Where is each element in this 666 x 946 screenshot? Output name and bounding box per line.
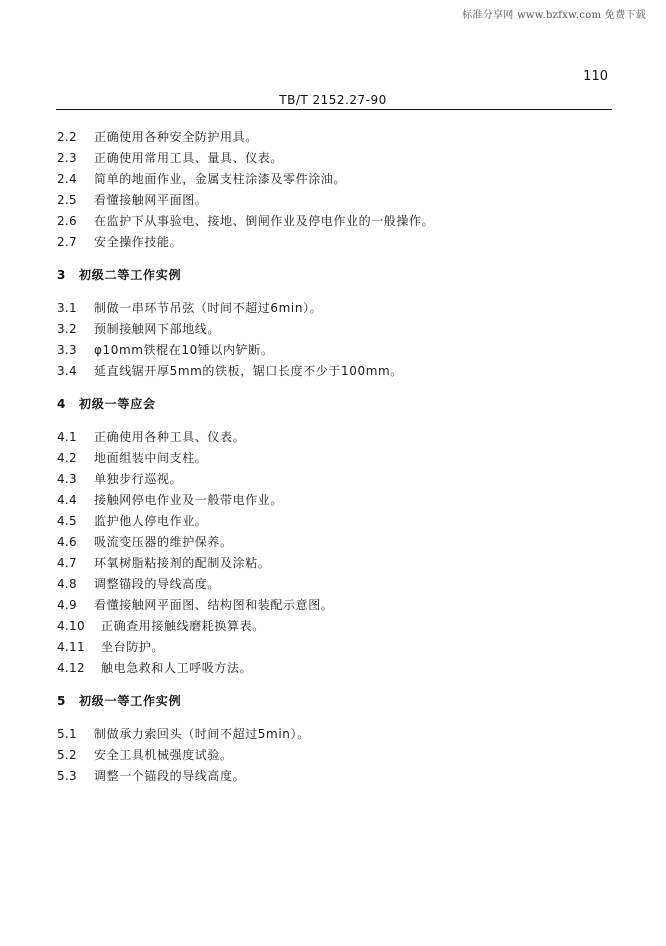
- list-item: 5.2 安全工具机械强度试验。: [57, 748, 233, 762]
- list-item: 3.4 延直线锯开厚5mm的铁板，锯口长度不少于100mm。: [57, 364, 403, 378]
- list-item: 2.5 看懂接触网平面图。: [57, 193, 208, 207]
- list-item: 2.3 正确使用常用工具、量具、仪表。: [57, 151, 284, 165]
- list-item: 4.8 调整锚段的导线高度。: [57, 577, 221, 591]
- page-number: 110: [583, 69, 608, 84]
- list-item: 3.2 预制接触网下部地线。: [57, 322, 221, 336]
- list-item: 2.2 正确使用各种安全防护用具。: [57, 130, 258, 144]
- list-item: 4.10 正确查用接触线磨耗换算表。: [57, 619, 265, 633]
- list-item: 4.11 坐台防护。: [57, 640, 165, 654]
- list-item: 3.1 制做一串环节吊弦（时间不超过6min）。: [57, 301, 323, 315]
- document-body: [57, 127, 617, 787]
- list-item: 4.7 环氧树脂粘接剂的配制及涂粘。: [57, 556, 271, 570]
- list-item: 5.1 制做承力索回头（时间不超过5min）。: [57, 727, 310, 741]
- list-item: 3.3 φ10mm铁棍在10锤以内铲断。: [57, 343, 274, 357]
- list-item: 4.5 监护他人停电作业。: [57, 514, 208, 528]
- header-divider: [56, 109, 612, 110]
- list-item: 4.2 地面组装中间支柱。: [57, 451, 208, 465]
- list-item: 4.4 接触网停电作业及一般带电作业。: [57, 493, 284, 507]
- section-heading-3: 3 初级二等工作实例: [57, 268, 182, 282]
- list-item: 4.3 单独步行巡视。: [57, 472, 183, 486]
- list-group-4: [57, 427, 617, 679]
- section-heading-4: 4 初级一等应会: [57, 397, 156, 411]
- list-group-2: [57, 127, 617, 253]
- watermark-text: 标准分享网 www.bzfxw.com 免费下载: [462, 10, 646, 21]
- list-item: 4.1 正确使用各种工具、仪表。: [57, 430, 246, 444]
- list-item: 4.12 触电急救和人工呼吸方法。: [57, 661, 253, 675]
- standard-code: TB/T 2152.27-90: [279, 93, 387, 107]
- list-item: 2.7 安全操作技能。: [57, 235, 183, 249]
- list-item: 5.3 调整一个锚段的导线高度。: [57, 769, 246, 783]
- list-group-3: [57, 298, 617, 382]
- list-item: 4.6 吸流变压器的维护保养。: [57, 535, 233, 549]
- list-item: 2.6 在监护下从事验电、接地、倒闸作业及停电作业的一般操作。: [57, 214, 435, 228]
- list-item: 4.9 看懂接触网平面图、结构图和装配示意图。: [57, 598, 334, 612]
- list-item: 2.4 简单的地面作业，金属支柱涂漆及零件涂油。: [57, 172, 347, 186]
- section-heading-5: 5 初级一等工作实例: [57, 694, 182, 708]
- list-group-5: [57, 724, 617, 787]
